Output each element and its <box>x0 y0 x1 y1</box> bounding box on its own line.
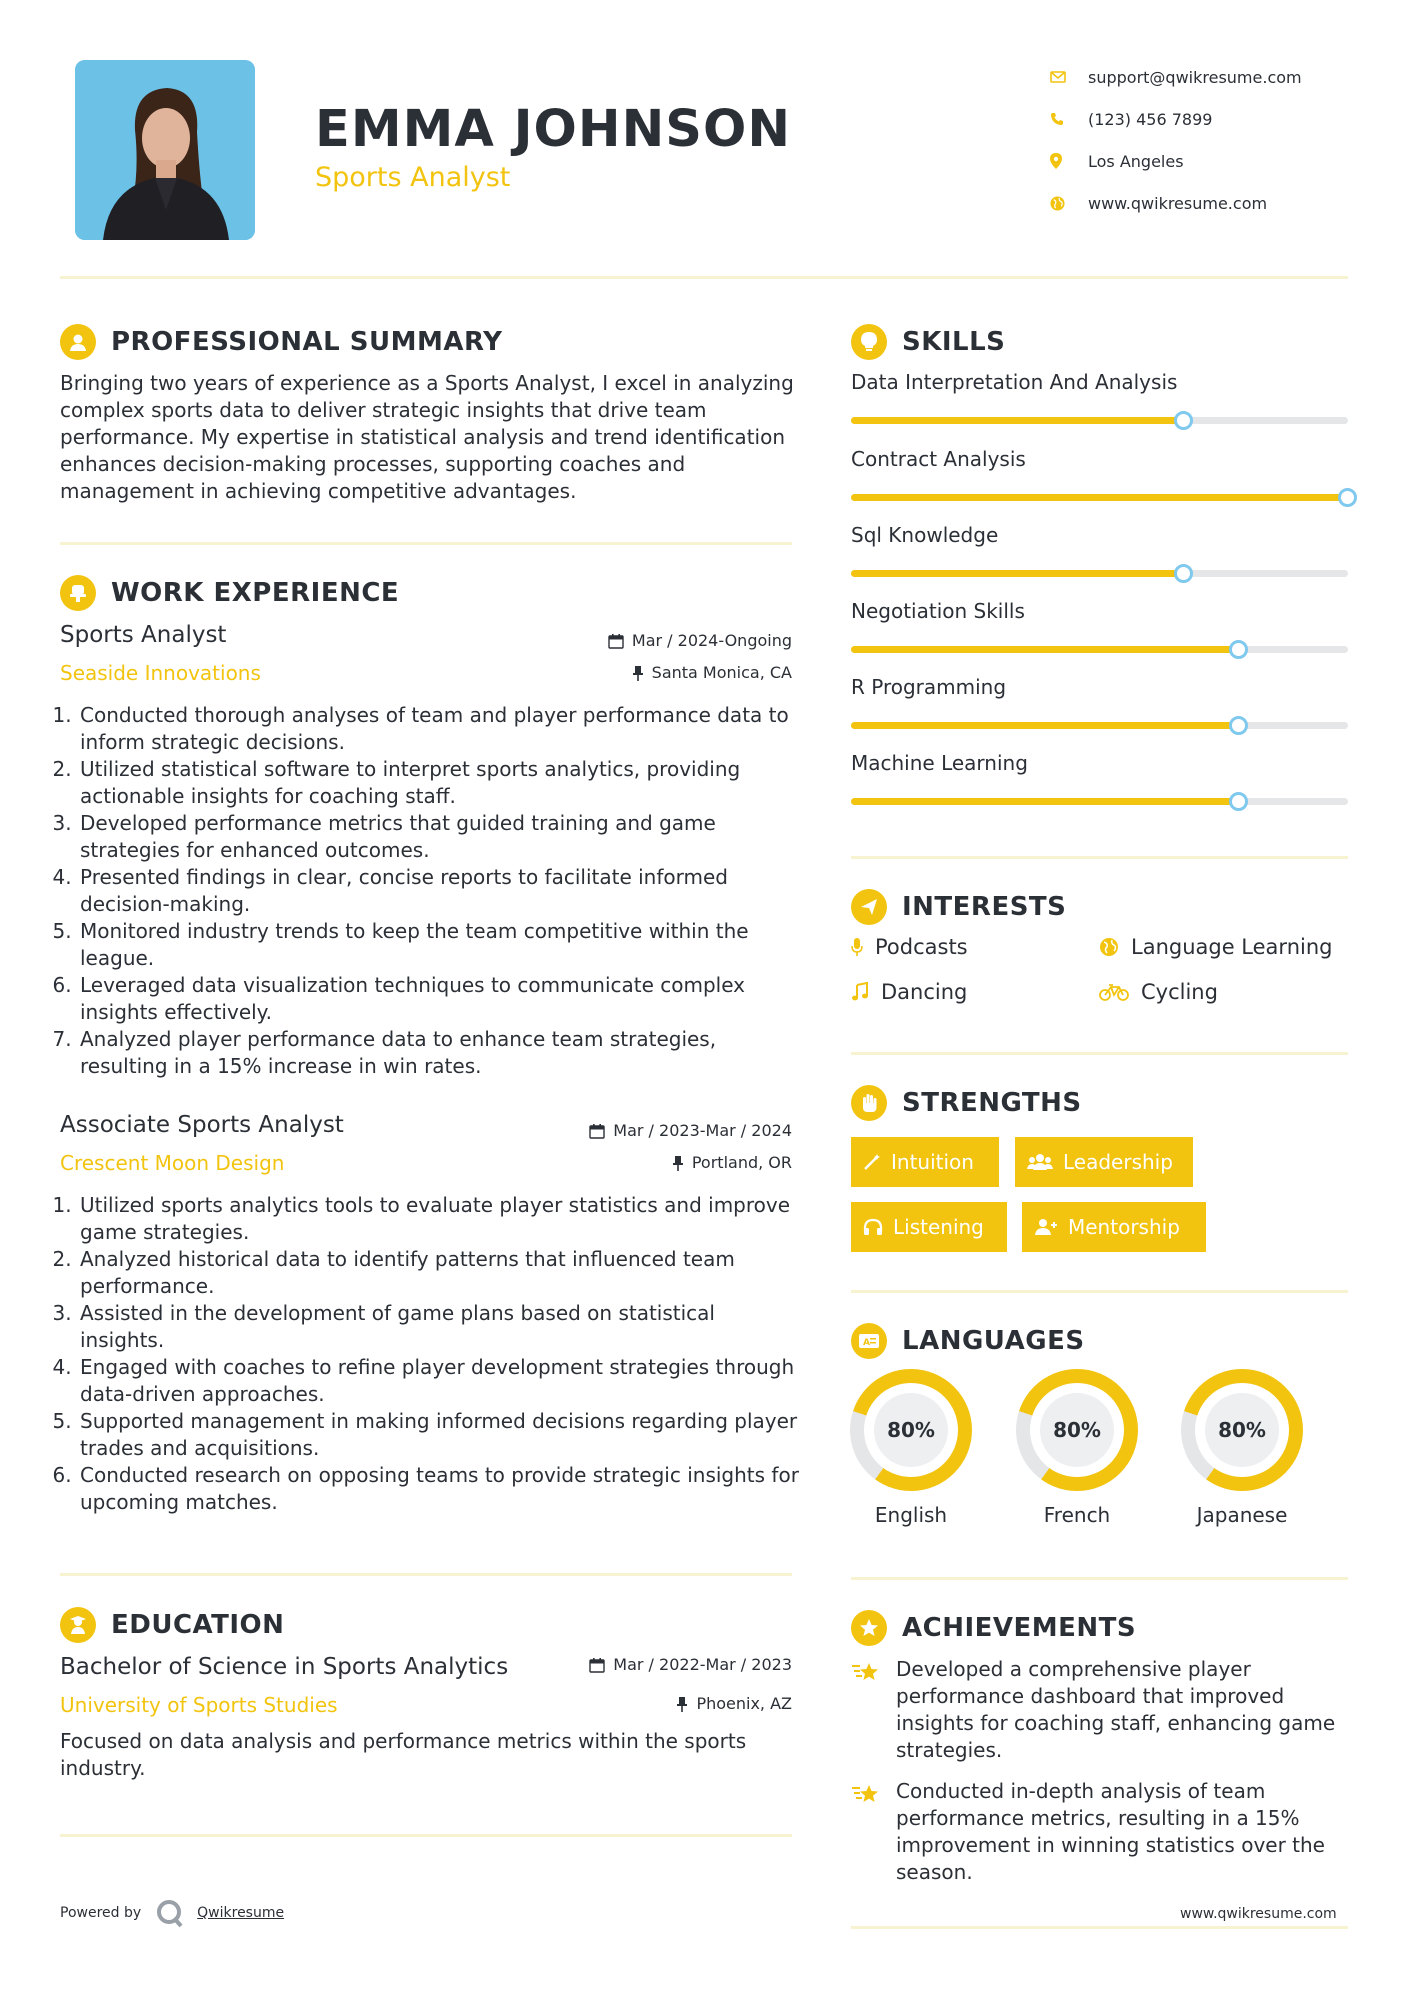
job-location-text: Santa Monica, CA <box>651 663 792 682</box>
candidate-title: Sports Analyst <box>315 162 511 193</box>
contact-website[interactable] <box>1050 182 1302 224</box>
user-plus-icon <box>1034 1218 1058 1236</box>
experience-divider <box>60 1573 792 1576</box>
job-location-text: Portland, OR <box>691 1153 792 1172</box>
skill-bar-knob <box>1229 792 1248 811</box>
achievement-text: Conducted in-depth analysis of team performance metrics, resulting in a 15% improvement in winning statistics over the season. <box>896 1779 1325 1884</box>
strength-chip <box>851 1202 1007 1252</box>
interest-item <box>851 980 967 1004</box>
experience-section-header <box>60 575 399 611</box>
skill-bar <box>851 722 1348 729</box>
list-item: 7. Analyzed player performance data to enhance team strategies, resulting in a 15% increase in win rates. <box>78 1026 800 1080</box>
skill-label: Sql Knowledge <box>851 523 999 547</box>
education-heading: EDUCATION <box>111 1610 285 1640</box>
language-name: French <box>1043 1503 1111 1527</box>
music-note-icon <box>851 982 869 1002</box>
job-date-text: Mar / 2023-Mar / 2024 <box>613 1121 792 1140</box>
bicycle-icon <box>1099 983 1129 1001</box>
language-item <box>850 1369 972 1527</box>
interest-label: Podcasts <box>875 935 968 959</box>
interest-item <box>1099 980 1218 1004</box>
strength-chip <box>1015 1137 1193 1187</box>
phone-icon <box>1050 112 1088 126</box>
strength-label: Leadership <box>1063 1150 1173 1174</box>
header-divider <box>60 276 1348 279</box>
skill-label: Machine Learning <box>851 751 1028 775</box>
users-icon <box>1027 1153 1053 1171</box>
job-date-text: Mar / 2024-Ongoing <box>631 631 792 650</box>
skill-bar <box>851 494 1348 501</box>
footer-powered-by <box>60 1898 284 1928</box>
skill-bar-knob <box>1338 488 1357 507</box>
pushpin-icon <box>676 1696 688 1712</box>
job-location <box>480 1153 792 1172</box>
envelope-icon <box>1050 71 1088 83</box>
job-title: Associate Sports Analyst <box>60 1112 344 1138</box>
degree-title: Bachelor of Science in Sports Analytics <box>60 1654 509 1680</box>
skill-bar <box>851 570 1348 577</box>
strength-label: Listening <box>893 1215 984 1239</box>
user-icon <box>60 324 96 360</box>
globe-icon <box>1050 196 1088 211</box>
qwikresume-logo-icon <box>155 1898 185 1928</box>
powered-by-text: Powered by <box>60 1905 142 1921</box>
globe-icon <box>1099 937 1119 957</box>
job-date <box>480 631 792 650</box>
hand-icon <box>851 1085 887 1121</box>
language-percent: 80% <box>1205 1393 1279 1467</box>
skill-bar-knob <box>1174 564 1193 583</box>
skill-bar-fill <box>851 494 1348 501</box>
list-item: 1. Utilized sports analytics tools to evaluate player statistics and improve game strategies. <box>78 1192 800 1246</box>
location-text: Los Angeles <box>1088 151 1184 171</box>
achievement-text: Developed a comprehensive player performance dashboard that improved insights for coaching staff, enhancing game strategies. <box>896 1657 1336 1762</box>
languages-heading: LANGUAGES <box>902 1326 1085 1356</box>
list-item: 4. Engaged with coaches to refine player development strategies through data-driven approaches. <box>78 1354 800 1408</box>
pushpin-icon <box>672 1155 684 1171</box>
language-ring <box>1016 1369 1138 1491</box>
list-item: 2. Utilized statistical software to interpret sports analytics, providing actionable insights for coaching staff. <box>78 756 800 810</box>
pushpin-icon <box>632 665 644 681</box>
list-item: 3. Developed performance metrics that guided training and game strategies for enhanced outcomes. <box>78 810 800 864</box>
summary-divider <box>60 542 792 545</box>
language-percent: 80% <box>1040 1393 1114 1467</box>
magic-wand-icon <box>863 1153 881 1171</box>
list-item: 6. Leveraged data visualization techniques to communicate complex insights effectively. <box>78 972 800 1026</box>
skill-bar <box>851 798 1348 805</box>
list-item: 2. Analyzed historical data to identify patterns that influenced team performance. <box>78 1246 800 1300</box>
map-pin-icon <box>1050 153 1088 169</box>
headphones-icon <box>863 1218 883 1236</box>
list-item: 5. Supported management in making informed decisions regarding player trades and acquisitions. <box>78 1408 800 1462</box>
interests-section-header <box>851 889 1066 925</box>
star-icon <box>851 1610 887 1646</box>
strengths-heading: STRENGTHS <box>902 1088 1082 1118</box>
website-text: www.qwikresume.com <box>1088 193 1268 213</box>
contact-location <box>1050 140 1302 182</box>
language-item <box>1181 1369 1303 1527</box>
contact-list <box>1050 56 1302 224</box>
strength-label: Mentorship <box>1068 1215 1180 1239</box>
skill-bar-fill <box>851 646 1239 653</box>
interest-label: Language Learning <box>1131 935 1333 959</box>
skill-bar-fill <box>851 417 1184 424</box>
job-company: Crescent Moon Design <box>60 1151 285 1175</box>
education-date <box>480 1655 792 1674</box>
education-divider <box>60 1834 792 1837</box>
skill-bar-knob <box>1229 716 1248 735</box>
language-name: Japanese <box>1196 1503 1288 1527</box>
job-title: Sports Analyst <box>60 622 227 648</box>
strength-chip <box>1022 1202 1206 1252</box>
summary-section-header <box>60 324 502 360</box>
interests-divider <box>851 1052 1348 1055</box>
summary-text: Bringing two years of experience as a Sports Analyst, I excel in analyzing complex sports data to deliver strategic insights that drive team performance. My expertise in statistical analysis and trend identification enhances decision-making processes, supporting coaches and management in achieving competitive advantages. <box>60 371 794 503</box>
footer-divider <box>851 1926 1348 1929</box>
shooting-star-icon <box>851 1660 881 1690</box>
skill-label: Contract Analysis <box>851 447 1026 471</box>
skill-bar <box>851 646 1348 653</box>
skill-label: Data Interpretation And Analysis <box>851 370 1178 394</box>
strength-chip <box>851 1137 999 1187</box>
svg-text:A: A <box>863 1338 870 1348</box>
strength-label: Intuition <box>891 1150 974 1174</box>
brand-link[interactable]: Qwikresume <box>197 1905 285 1921</box>
list-item: 4. Presented findings in clear, concise reports to facilitate informed decision-making. <box>78 864 800 918</box>
interest-label: Cycling <box>1141 980 1218 1004</box>
education-location-text: Phoenix, AZ <box>696 1694 792 1713</box>
education-section-header <box>60 1607 284 1643</box>
list-item: 3. Assisted in the development of game plans based on statistical insights. <box>78 1300 800 1354</box>
paper-plane-icon <box>851 889 887 925</box>
language-icon <box>851 1323 887 1359</box>
job-bullets <box>60 1192 800 1516</box>
language-ring <box>1181 1369 1303 1491</box>
list-item: 1. Conducted thorough analyses of team and player performance data to inform strategic decisions. <box>78 702 800 756</box>
skill-bar-knob <box>1229 640 1248 659</box>
education-date-text: Mar / 2022-Mar / 2023 <box>613 1655 792 1674</box>
list-item: 6. Conducted research on opposing teams to provide strategic insights for upcoming matches. <box>78 1462 800 1516</box>
interests-heading: INTERESTS <box>902 892 1067 922</box>
school-name: University of Sports Studies <box>60 1693 338 1717</box>
interest-label: Dancing <box>881 980 968 1004</box>
calendar-icon <box>589 1657 605 1673</box>
strengths-divider <box>851 1290 1348 1293</box>
education-description: Focused on data analysis and performance metrics within the sports industry. <box>60 1729 747 1780</box>
skills-divider <box>851 856 1348 859</box>
briefcase-icon <box>60 575 96 611</box>
interest-item <box>851 935 968 959</box>
language-ring <box>850 1369 972 1491</box>
job-company: Seaside Innovations <box>60 661 261 685</box>
languages-section-header <box>851 1323 1085 1359</box>
interest-item <box>1099 935 1332 959</box>
achievements-section-header <box>851 1610 1136 1646</box>
strengths-section-header <box>851 1085 1082 1121</box>
education-location <box>480 1694 792 1713</box>
skill-bar-fill <box>851 722 1239 729</box>
profile-photo <box>75 60 255 240</box>
email-text: support@qwikresume.com <box>1088 67 1302 87</box>
summary-heading: PROFESSIONAL SUMMARY <box>111 327 503 357</box>
skill-bar-knob <box>1174 411 1193 430</box>
skills-section-header <box>851 324 1005 360</box>
skill-label: Negotiation Skills <box>851 599 1025 623</box>
phone-text: (123) 456 7899 <box>1088 109 1213 129</box>
skill-bar-fill <box>851 570 1184 577</box>
microphone-icon <box>851 937 863 957</box>
achievements-heading: ACHIEVEMENTS <box>902 1613 1137 1643</box>
skills-heading: SKILLS <box>902 327 1006 357</box>
contact-phone[interactable] <box>1050 98 1302 140</box>
contact-email[interactable] <box>1050 56 1302 98</box>
candidate-name: EMMA JOHNSON <box>315 100 792 159</box>
skill-label: R Programming <box>851 675 1007 699</box>
shooting-star-icon <box>851 1782 881 1812</box>
language-item <box>1016 1369 1138 1527</box>
experience-heading: WORK EXPERIENCE <box>111 578 400 608</box>
language-percent: 80% <box>874 1393 948 1467</box>
graduation-icon <box>60 1607 96 1643</box>
lightbulb-icon <box>851 324 887 360</box>
calendar-icon <box>589 1123 605 1139</box>
language-name: English <box>874 1503 948 1527</box>
skill-bar <box>851 417 1348 424</box>
skill-bar-fill <box>851 798 1239 805</box>
job-date <box>480 1121 792 1140</box>
list-item: 5. Monitored industry trends to keep the team competitive within the league. <box>78 918 800 972</box>
job-bullets <box>60 702 800 1080</box>
footer-website[interactable]: www.qwikresume.com <box>1180 1906 1337 1922</box>
calendar-icon <box>608 633 624 649</box>
languages-divider <box>851 1577 1348 1580</box>
job-location <box>480 663 792 682</box>
